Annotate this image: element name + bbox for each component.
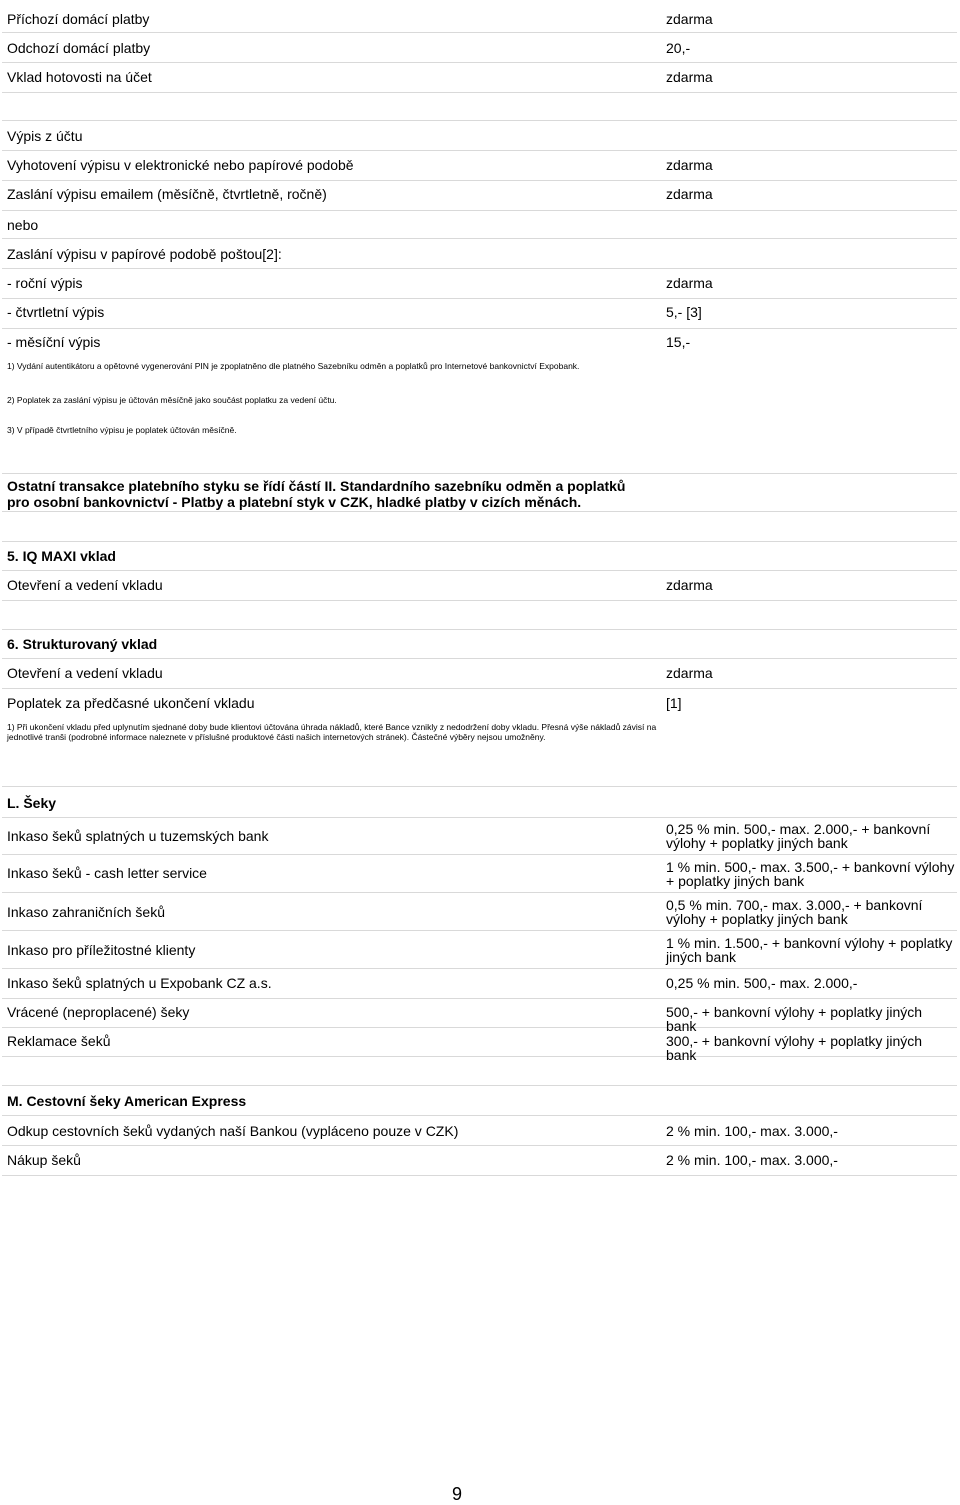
fee-row: [2, 855, 957, 893]
fee-label: Inkaso šeků splatných u Expobank CZ a.s.: [7, 975, 272, 991]
fee-label: Odchozí domácí platby: [7, 40, 151, 56]
section-heading-row: [2, 787, 957, 818]
fee-row: [2, 689, 957, 716]
fee-row: [2, 1146, 957, 1176]
section-heading-row: [2, 1086, 957, 1116]
fee-value: zdarma: [666, 275, 713, 291]
footnote: 2) Poplatek za zaslání výpisu je účtován měsíčně jako součást poplatku za vedení účtu.: [7, 395, 337, 405]
fee-row: [2, 151, 957, 181]
fee-value: zdarma: [666, 186, 713, 202]
fee-label: Otevření a vedení vkladu: [7, 577, 163, 593]
footnote: 1) Vydání autentikátoru a opětovné vygenerování PIN je zpoplatněno dle platného Sazebníku odměn a poplatků pro Internetové bankovnictví Expobank.: [7, 361, 580, 371]
fee-value: 2 % min. 100,- max. 3.000,-: [666, 1123, 838, 1139]
other-transactions-row: [2, 474, 957, 512]
divider: [2, 443, 957, 474]
fee-value: 1 % min. 1.500,- + bankovní výlohy + poplatky jiných bank: [666, 935, 953, 965]
fee-value: 0,25 % min. 500,- max. 2.000,-: [666, 975, 858, 991]
fee-label: Inkaso pro příležitostné klienty: [7, 942, 196, 958]
fee-label: Zaslání výpisu v papírové podobě poštou[2]:: [7, 246, 282, 262]
fee-value: 0,25 % min. 500,- max. 2.000,- + bankovní výlohy + poplatky jiných bank: [666, 821, 931, 851]
fee-label: Poplatek za předčasné ukončení vkladu: [7, 695, 255, 711]
fee-row: [2, 969, 957, 999]
fee-value: 500,- + bankovní výlohy + poplatky jiných bank: [666, 1004, 923, 1034]
fee-row: [2, 659, 957, 689]
divider: [2, 756, 957, 787]
fee-row: [2, 239, 957, 269]
fee-value: 15,-: [666, 334, 691, 350]
amex-title: M. Cestovní šeky American Express: [7, 1093, 247, 1109]
fee-value: zdarma: [666, 69, 713, 85]
fee-value: zdarma: [666, 157, 713, 173]
fee-value: 0,5 % min. 700,- max. 3.000,- + bankovní výlohy + poplatky jiných bank: [666, 897, 923, 927]
fee-row: [2, 893, 957, 931]
fee-value: 2 % min. 100,- max. 3.000,-: [666, 1152, 838, 1168]
fee-row: [2, 1028, 957, 1063]
cheques-title: L. Šeky: [7, 795, 57, 811]
section-heading-row: [2, 630, 957, 659]
fee-label: Vklad hotovosti na účet: [7, 69, 152, 85]
statement-title: Výpis z účtu: [7, 128, 83, 144]
fee-row: [2, 269, 957, 299]
section-heading-row: [2, 121, 957, 151]
fee-label: Inkaso zahraničních šeků: [7, 904, 165, 920]
fee-value: 5,- [3]: [666, 304, 702, 320]
fee-label: - měsíční výpis: [7, 334, 101, 350]
fee-row: [2, 33, 957, 63]
fee-row: [2, 181, 957, 211]
fee-label: Inkaso šeků splatných u tuzemských bank: [7, 828, 269, 844]
fee-label: Reklamace šeků: [7, 1033, 111, 1049]
fee-value: zdarma: [666, 577, 713, 593]
fee-value: 20,-: [666, 40, 691, 56]
fee-row: [2, 329, 957, 356]
fee-label: Vrácené (neproplacené) šeky: [7, 1004, 190, 1020]
fee-row: [2, 999, 957, 1034]
fee-label: Vyhotovení výpisu v elektronické nebo papírové podobě: [7, 157, 354, 173]
fee-row: [2, 931, 957, 969]
spacer-row: [2, 1057, 957, 1086]
page-number: 9: [452, 1484, 463, 1504]
fee-label: Zaslání výpisu emailem (měsíčně, čtvrtletně, ročně): [7, 186, 327, 202]
fee-value: [1]: [666, 695, 682, 711]
fee-row: [2, 1116, 957, 1146]
fee-row: [2, 299, 957, 329]
iq-maxi-title: 5. IQ MAXI vklad: [7, 548, 116, 564]
fee-value: 1 % min. 500,- max. 3.500,- + bankovní výlohy + poplatky jiných bank: [666, 859, 955, 889]
fee-row: [2, 571, 957, 601]
fee-label: Otevření a vedení vkladu: [7, 665, 163, 681]
fee-value: 300,- + bankovní výlohy + poplatky jiných bank: [666, 1033, 923, 1063]
footnote: 3) V případě čtvrtletního výpisu je poplatek účtován měsíčně.: [7, 425, 237, 435]
fee-row: [2, 211, 957, 239]
fee-label: Příchozí domácí platby: [7, 11, 150, 27]
structured-title: 6. Strukturovaný vklad: [7, 636, 158, 652]
fee-row: [2, 3, 957, 33]
footnote: 1) Při ukončení vkladu před uplynutím sjednané doby bude klientovi účtována úhrada nákladů, které Bance vznikly z nedodržení doby vkladu. Přesná výše nákladů závisí na jednotlivé tranši (podrobné informace naleznete v příslušné produktové části našich internetových stránek). Částečné výběry nejsou umožněny.: [7, 722, 657, 742]
other-transactions-text: Ostatní transakce platebního styku se řídí částí II. Standardního sazebníku odměn a poplatků pro osobní bankovnictví - Platby a platební styk v CZK, hladké platby v cizích měnách.: [7, 478, 626, 510]
fee-value: zdarma: [666, 665, 713, 681]
spacer-row: [2, 512, 957, 542]
fee-row: [2, 818, 957, 855]
section-heading-row: [2, 542, 957, 571]
spacer-row: [2, 601, 957, 630]
fee-value: zdarma: [666, 11, 713, 27]
spacer-row: [2, 93, 957, 121]
fee-label: - roční výpis: [7, 275, 83, 291]
fee-label: nebo: [7, 217, 39, 233]
fee-label: Inkaso šeků - cash letter service: [7, 865, 207, 881]
fee-row: [2, 63, 957, 93]
fee-label: Nákup šeků: [7, 1152, 81, 1168]
fee-label: - čtvrtletní výpis: [7, 304, 105, 320]
fee-label: Odkup cestovních šeků vydaných naší Bankou (vypláceno pouze v CZK): [7, 1123, 459, 1139]
